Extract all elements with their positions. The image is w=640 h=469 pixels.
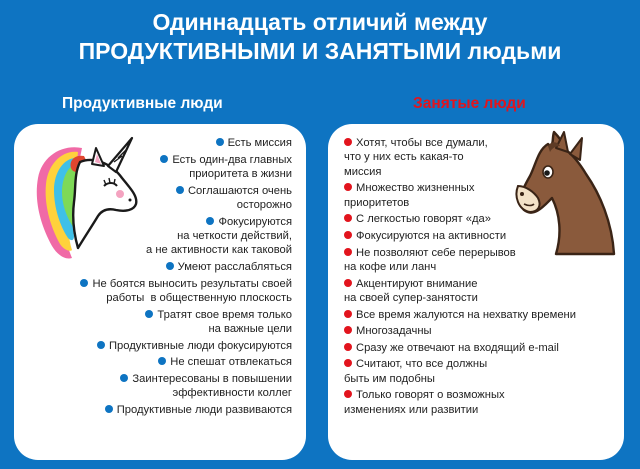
busy-heading: Занятые люди bbox=[413, 95, 526, 112]
list-item: Фокусируются на активности bbox=[344, 229, 576, 243]
bullet-icon bbox=[160, 155, 168, 163]
list-item: Соглашаются очень осторожно bbox=[80, 184, 292, 213]
productive-heading: Продуктивные люди bbox=[62, 95, 223, 112]
list-item: Умеют расслабляться bbox=[80, 260, 292, 274]
list-item: Только говорят о возможных изменениях или развитии bbox=[344, 389, 505, 416]
bullet-icon bbox=[120, 374, 128, 382]
bullet-icon bbox=[344, 343, 352, 351]
bullet-icon bbox=[166, 262, 174, 270]
bullet-icon bbox=[216, 138, 224, 146]
bullet-icon bbox=[344, 183, 352, 191]
list-item: Тратят свое время только на важные цели bbox=[80, 308, 292, 337]
list-item: Есть один-два главных приоритета в жизни bbox=[80, 153, 292, 182]
productive-panel bbox=[14, 124, 306, 460]
busy-panel bbox=[328, 124, 624, 460]
list-item: Акцентируют внимание на своей супер-занятости bbox=[344, 277, 478, 304]
bullet-icon bbox=[105, 405, 113, 413]
list-item: Хотят, чтобы все думали, что у них есть какая-то миссия bbox=[344, 137, 488, 178]
busy-list bbox=[344, 136, 576, 419]
list-item: Сразу же отвечают на входящий e-mail bbox=[344, 341, 576, 355]
bullet-icon bbox=[145, 310, 153, 318]
list-item: Продуктивные люди фокусируются bbox=[80, 339, 292, 353]
bullet-icon bbox=[80, 279, 88, 287]
bullet-icon bbox=[344, 279, 352, 287]
list-item: Не спешат отвлекаться bbox=[80, 355, 292, 369]
list-item: Считают, что все должны быть им подобны bbox=[344, 358, 488, 385]
list-item: С легкостью говорят «да» bbox=[344, 212, 576, 226]
bullet-icon bbox=[344, 326, 352, 334]
bullet-icon bbox=[344, 214, 352, 222]
bullet-icon bbox=[206, 217, 214, 225]
bullet-icon bbox=[344, 138, 352, 146]
page-title bbox=[0, 8, 640, 66]
bullet-icon bbox=[158, 357, 166, 365]
list-item: Есть миссия bbox=[80, 136, 292, 150]
list-item: Не позволяют себе перерывов на кофе или ланч bbox=[344, 246, 516, 273]
list-item: Множество жизненных приоритетов bbox=[344, 182, 475, 209]
list-item: Все время жалуются на нехватку времени bbox=[344, 308, 576, 322]
list-item: Заинтересованы в повышении эффективности коллег bbox=[80, 372, 292, 401]
list-item: Многозадачны bbox=[344, 324, 576, 338]
bullet-icon bbox=[344, 390, 352, 398]
bullet-icon bbox=[344, 310, 352, 318]
bullet-icon bbox=[344, 231, 352, 239]
list-item: Фокусируются на четкости действий, а не активности как таковой bbox=[146, 215, 292, 257]
bullet-icon bbox=[344, 359, 352, 367]
bullet-icon bbox=[97, 341, 105, 349]
title-line-1: Одиннадцать отличий между bbox=[152, 9, 488, 35]
list-item: Продуктивные люди развиваются bbox=[80, 403, 292, 417]
list-item: Не боятся выносить результаты своей работы в общественную плоскость bbox=[80, 277, 292, 306]
title-line-2: ПРОДУКТИВНЫМИ И ЗАНЯТЫМИ людьми bbox=[78, 37, 562, 64]
bullet-icon bbox=[176, 186, 184, 194]
bullet-icon bbox=[344, 248, 352, 256]
productive-list bbox=[80, 136, 292, 419]
